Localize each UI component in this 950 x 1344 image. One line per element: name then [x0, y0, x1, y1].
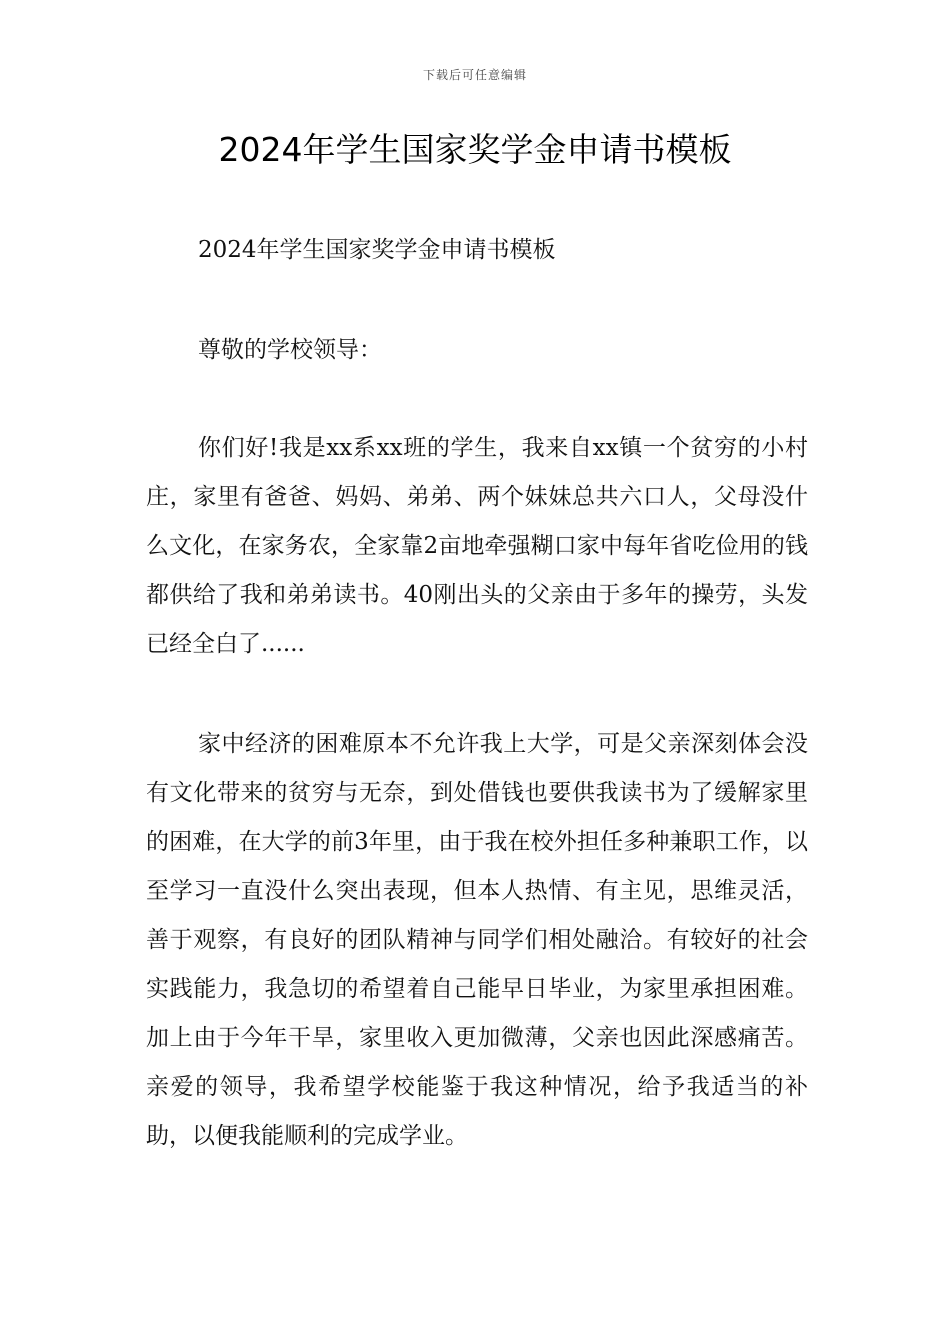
- document-title: 2024年学生国家奖学金申请书模板: [218, 130, 732, 169]
- header-note: 下载后可任意编辑: [422, 68, 527, 82]
- body-paragraph-2: 家中经济的困难原本不允许我上大学，可是父亲深刻体会没有文化带来的贫穷与无奈，到处借钱也要供我读书为了缓解家里的困难，在大学的前3年里，由于我在校外担任多种兼职工作，以至学习一直没什么突出表现，但本人热情、有主见，思维灵活，善于观察，有良好的团队精神与同学们相处融洽。有较好的社会实践能力，我急切的希望着自己能早日毕业，为家里承担困难。加上由于今年干旱，家里收入更加微薄，父亲也因此深感痛苦。亲爱的领导，我希望学校能鉴于我这种情况，给予我适当的补助，以便我能顺利的完成学业。: [146, 731, 808, 1149]
- body-paragraph-1: 你们好!我是xx系xx班的学生，我来自xx镇一个贫穷的小村庄，家里有爸爸、妈妈、弟弟、两个妹妹总共六口人，父母没什么文化，在家务农，全家靠2亩地牵强糊口家中每年省吃俭用的钱都供给了我和弟弟读书。40刚出头的父亲由于多年的操劳，头发已经全白了......: [146, 435, 808, 657]
- document-subtitle: 2024年学生国家奖学金申请书模板: [198, 237, 556, 263]
- greeting-line: 尊敬的学校领导：: [198, 337, 382, 363]
